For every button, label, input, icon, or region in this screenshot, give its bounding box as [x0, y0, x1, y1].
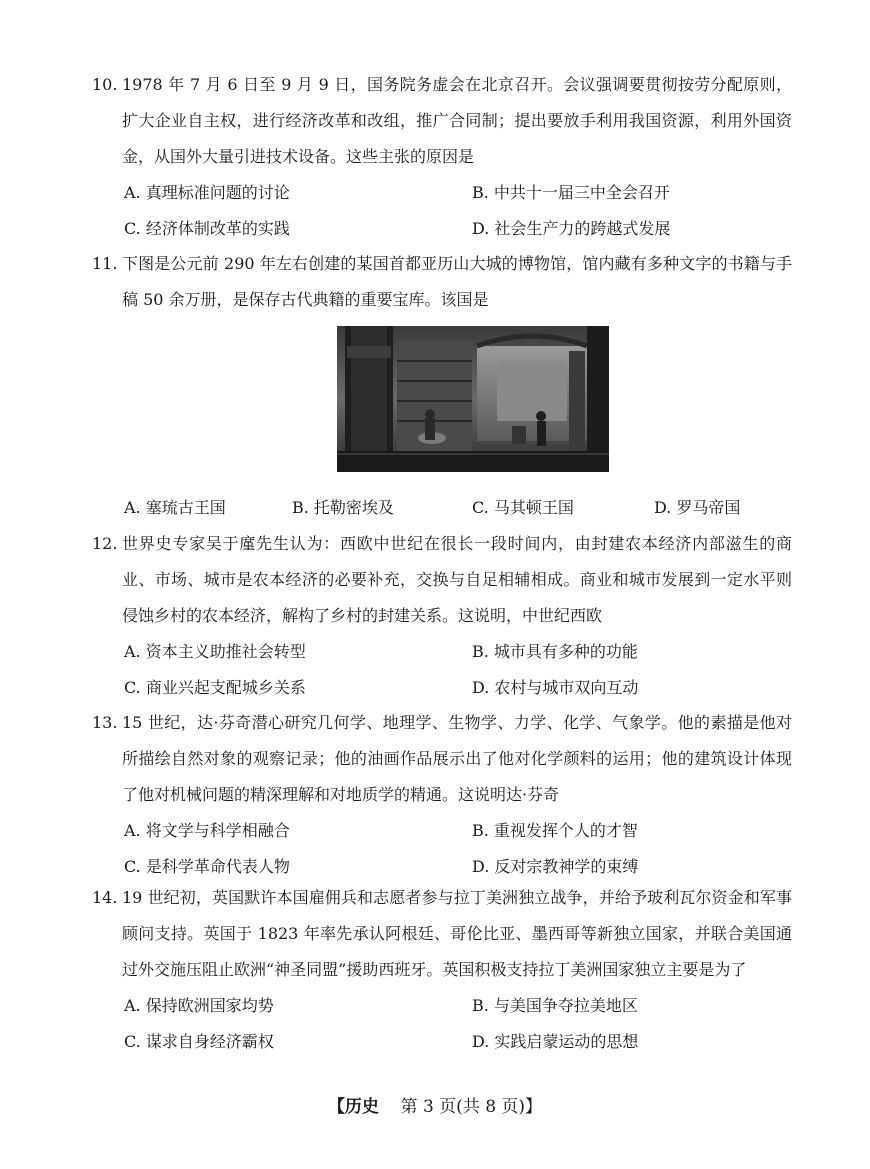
question-number: 13. [92, 713, 118, 732]
museum-illustration [337, 326, 609, 472]
page-footer [0, 1094, 870, 1120]
option-b[interactable]: B. 托勒密埃及 [292, 498, 394, 517]
option-a[interactable]: A. 保持欧洲国家均势 [124, 996, 274, 1015]
options [124, 988, 792, 1060]
option-b[interactable]: B. 重视发挥个人的才智 [472, 821, 638, 840]
options [124, 175, 792, 247]
question-stem: 世界史专家吴于廑先生认为：西欧中世纪在很长一段时间内，由封建农本经济内部滋生的商业、市场、城市是农本经济的必要补充，交换与自足相辅相成。商业和城市发展到一定水平则侵蚀乡村的农本经济，解构了乡村的封建关系。这说明，中世纪西欧 [122, 534, 792, 625]
question-12 [92, 526, 792, 706]
option-a[interactable]: A. 资本主义助推社会转型 [124, 642, 306, 661]
museum-illustration-icon [337, 326, 609, 472]
option-c[interactable]: C. 是科学革命代表人物 [124, 857, 290, 876]
footer-page-number: 第 3 页(共 8 页)】 [400, 1097, 543, 1117]
option-d[interactable]: D. 农村与城市双向互动 [472, 678, 639, 697]
option-d[interactable]: D. 社会生产力的跨越式发展 [472, 219, 671, 238]
option-d[interactable]: D. 罗马帝国 [654, 498, 741, 517]
option-c[interactable]: C. 马其顿王国 [472, 498, 574, 517]
question-stem: 下图是公元前 290 年左右创建的某国首都亚历山大城的博物馆，馆内藏有多种文字的书籍与手稿 50 余万册，是保存古代典籍的重要宝库。该国是 [122, 254, 792, 309]
question-14 [92, 880, 792, 1060]
option-a[interactable]: A. 将文学与科学相融合 [124, 821, 290, 840]
question-number: 12. [92, 534, 118, 553]
question-number: 11. [92, 254, 118, 273]
option-c[interactable]: C. 商业兴起支配城乡关系 [124, 678, 306, 697]
option-c[interactable]: C. 谋求自身经济霸权 [124, 1032, 274, 1051]
option-b[interactable]: B. 与美国争夺拉美地区 [472, 996, 638, 1015]
option-a[interactable]: A. 塞琉古王国 [124, 498, 226, 517]
option-d[interactable]: D. 实践启蒙运动的思想 [472, 1032, 639, 1051]
question-10 [92, 67, 792, 247]
option-b[interactable]: B. 中共十一届三中全会召开 [472, 183, 670, 202]
option-a[interactable]: A. 真理标准问题的讨论 [124, 183, 290, 202]
question-stem: 1978 年 7 月 6 日至 9 月 9 日，国务院务虚会在北京召开。会议强调要贯彻按劳分配原则，扩大企业自主权，进行经济改革和改组，推广合同制；提出要放手利用我国资源，利用外国资金，从国外大量引进技术设备。这些主张的原因是 [122, 75, 792, 166]
question-number: 14. [92, 888, 118, 907]
footer-subject: 【历史 [327, 1097, 379, 1117]
option-d[interactable]: D. 反对宗教神学的束缚 [472, 857, 639, 876]
question-number: 10. [92, 75, 118, 94]
question-stem: 15 世纪，达·芬奇潜心研究几何学、地理学、生物学、力学、化学、气象学。他的素描是他对所描绘自然对象的观察记录；他的油画作品展示出了他对化学颜料的运用；他的建筑设计体现了他对机械问题的精深理解和对地质学的精通。这说明达·芬奇 [122, 713, 792, 804]
question-11-options [92, 490, 792, 526]
options [124, 813, 792, 885]
option-b[interactable]: B. 城市具有多种的功能 [472, 642, 638, 661]
question-13 [92, 705, 792, 885]
options [124, 634, 792, 706]
question-11 [92, 246, 792, 318]
option-c[interactable]: C. 经济体制改革的实践 [124, 219, 290, 238]
question-stem: 19 世纪初，英国默许本国雇佣兵和志愿者参与拉丁美洲独立战争，并给予玻利瓦尔资金和军事顾问支持。英国于 1823 年率先承认阿根廷、哥伦比亚、墨西哥等新独立国家，并联合美国通过外交施压阻止欧洲“神圣同盟”援助西班牙。英国积极支持拉丁美洲国家独立主要是为了 [122, 888, 792, 979]
options [124, 490, 792, 526]
